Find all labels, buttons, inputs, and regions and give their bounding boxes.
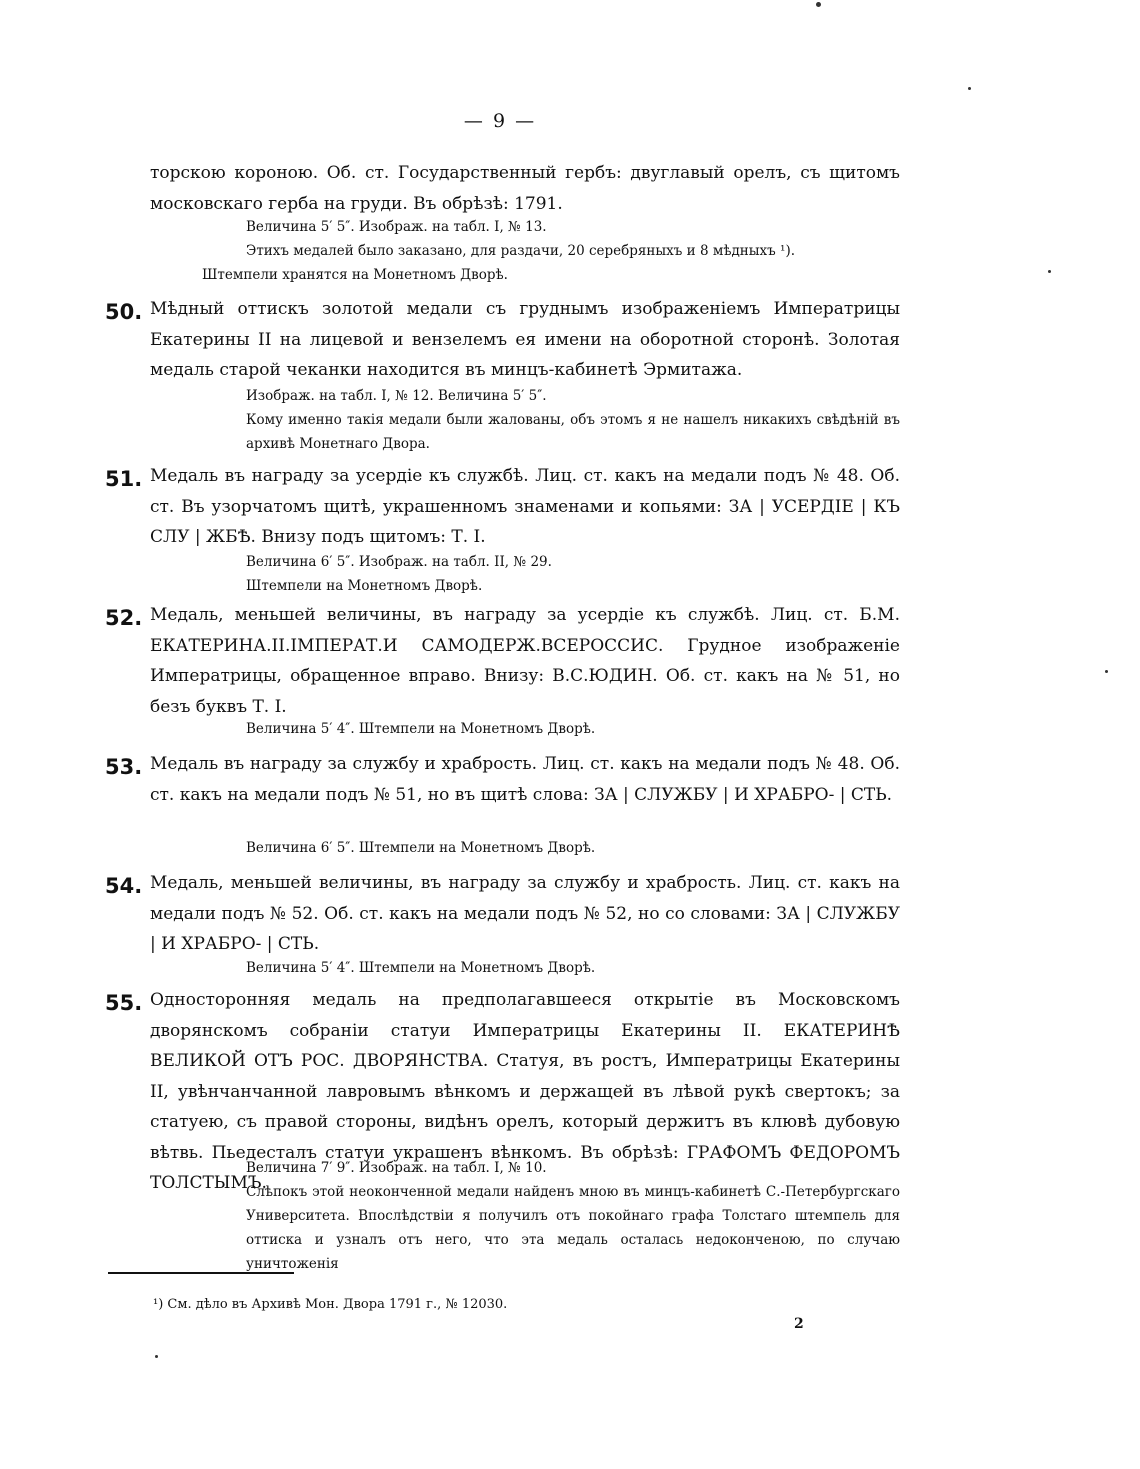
entry-55-note-b: Слѣпокъ этой неоконченной медали найденъ мною въ минцъ-кабинетѣ С.-Петербургскаго Университета. Впослѣдствіи я получилъ отъ покойнаго графа Толстаго штемпель для оттиска и узналъ отъ него, что эта медаль осталась недоконченою, по случаю уничтоженія <box>246 1184 900 1272</box>
entry-53-notes <box>150 836 900 860</box>
entry-54-note-a: Величина 5′ 4″. Штемпели на Монетномъ Дворѣ. <box>246 960 596 976</box>
entry-53-note-a: Величина 6′ 5″. Штемпели на Монетномъ Дворѣ. <box>246 840 596 856</box>
entry-55-note-a: Величина 7′ 9″. Изображ. на табл. I, № 10. <box>246 1160 547 1176</box>
entry-51-text: Медаль въ награду за усердіе къ службѣ. Лиц. ст. какъ на медали подъ № 48. Об. ст. Въ узорчатомъ щитѣ, украшенномъ знаменами и копьями: ЗА | УСЕРДІЕ | КЪ СЛУ | ЖБѢ. Внизу подъ щитомъ: Т. I. <box>150 466 900 547</box>
scan-speck <box>1105 670 1108 673</box>
entry-53-text: Медаль въ награду за службу и храбрость. Лиц. ст. какъ на медали подъ № 48. Об. ст. какъ на медали подъ № 51, но въ щитѣ слова: ЗА | СЛУЖБУ | И ХРАБРО- | СТЬ. <box>150 754 900 805</box>
entry-51 <box>150 461 900 553</box>
entry-50-notes <box>150 384 900 456</box>
intro-text: торскою короною. Об. ст. Государственный гербъ: двуглавый орелъ, съ щитомъ московскаго герба на груди. Въ обрѣзѣ: 1791. <box>150 163 900 214</box>
entry-54-text: Медаль, меньшей величины, въ награду за службу и храбрость. Лиц. ст. какъ на медали подъ № 52. Об. ст. какъ на медали подъ № 52, но со словами: ЗА | СЛУЖБУ | И ХРАБРО- | СТЬ. <box>150 873 900 954</box>
signature-mark: 2 <box>794 1316 804 1332</box>
intro-size-note: Величина 5′ 5″. Изображ. на табл. I, № 13. <box>246 219 547 235</box>
intro-notes <box>150 215 900 287</box>
entry-51-note-b: Штемпели на Монетномъ Дворѣ. <box>246 578 483 594</box>
entry-number-55: 55. <box>105 991 143 1015</box>
entry-54 <box>150 868 900 960</box>
entry-number-51: 51. <box>105 467 143 491</box>
intro-note-2: Штемпели хранятся на Монетномъ Дворѣ. <box>202 267 508 283</box>
entry-52-text: Медаль, меньшей величины, въ награду за усердіе къ службѣ. Лиц. ст. Б.М. ЕКАТЕРИНА.II.IМПЕРАТ.И САМОДЕРЖ.ВСЕРОССИС. Грудное изображеніе Императрицы, обращенное вправо. Внизу: В.С.ЮДИН. Об. ст. какъ на № 51, но безъ буквъ Т. I. <box>150 605 900 717</box>
scan-speck <box>155 1355 158 1358</box>
scan-speck <box>968 87 971 90</box>
entry-51-notes <box>150 550 900 598</box>
entry-number-52: 52. <box>105 606 143 630</box>
entry-53 <box>150 749 900 810</box>
entry-number-50: 50. <box>105 300 143 324</box>
entry-52-notes <box>150 717 900 741</box>
entry-55-text: Односторонняя медаль на предполагавшееся открытіе въ Московскомъ дворянскомъ собраніи статуи Императрицы Екатерины II. ЕКАТЕРИНѢ ВЕЛИКОЙ ОТЪ РОС. ДВОРЯНСТВА. Статуя, въ ростъ, Императрицы Екатерины II, увѣнчанчанной лавровымъ вѣнкомъ и держащей въ лѣвой рукѣ свертокъ; за статуею, съ правой стороны, видѣнъ орелъ, который держитъ въ клювѣ дубовую вѣтвь. Пьедесталъ статуи украшенъ вѣнкомъ. Въ обрѣзѣ: ГРАФОМЪ ФЕДОРОМЪ ТОЛСТЫМЪ. <box>150 990 900 1193</box>
entry-50-note-a: Изображ. на табл. I, № 12. Величина 5′ 5″. <box>246 388 547 404</box>
entry-51-note-a: Величина 6′ 5″. Изображ. на табл. II, № 29. <box>246 554 552 570</box>
entry-number-54: 54. <box>105 874 143 898</box>
entry-55-notes <box>150 1156 900 1276</box>
footnote: ¹) См. дѣло въ Архивѣ Мон. Двора 1791 г., № 12030. <box>153 1297 508 1312</box>
footnote-divider <box>108 1272 294 1274</box>
scan-speck <box>816 2 821 7</box>
intro-block <box>150 158 900 219</box>
entry-52-note-a: Величина 5′ 4″. Штемпели на Монетномъ Дворѣ. <box>246 721 596 737</box>
page-header-number: — 9 — <box>463 110 537 132</box>
entry-50-text: Мѣдный оттискъ золотой медали съ груднымъ изображеніемъ Императрицы Екатерины II на лицевой и вензелемъ ея имени на оборотной сторонѣ. Золотая медаль старой чеканки находится въ минцъ-кабинетѣ Эрмитажа. <box>150 299 900 380</box>
entry-52 <box>150 600 900 722</box>
entry-54-notes <box>150 956 900 980</box>
entry-number-53: 53. <box>105 755 143 779</box>
entry-50-note-b: Кому именно такія медали были жалованы, объ этомъ я не нашелъ никакихъ свѣдѣній въ архивѣ Монетнаго Двора. <box>246 412 900 452</box>
intro-note-1: Этихъ медалей было заказано, для раздачи, 20 серебряныхъ и 8 мѣдныхъ ¹). <box>246 243 795 259</box>
scan-speck <box>1048 270 1051 273</box>
entry-50 <box>150 294 900 386</box>
